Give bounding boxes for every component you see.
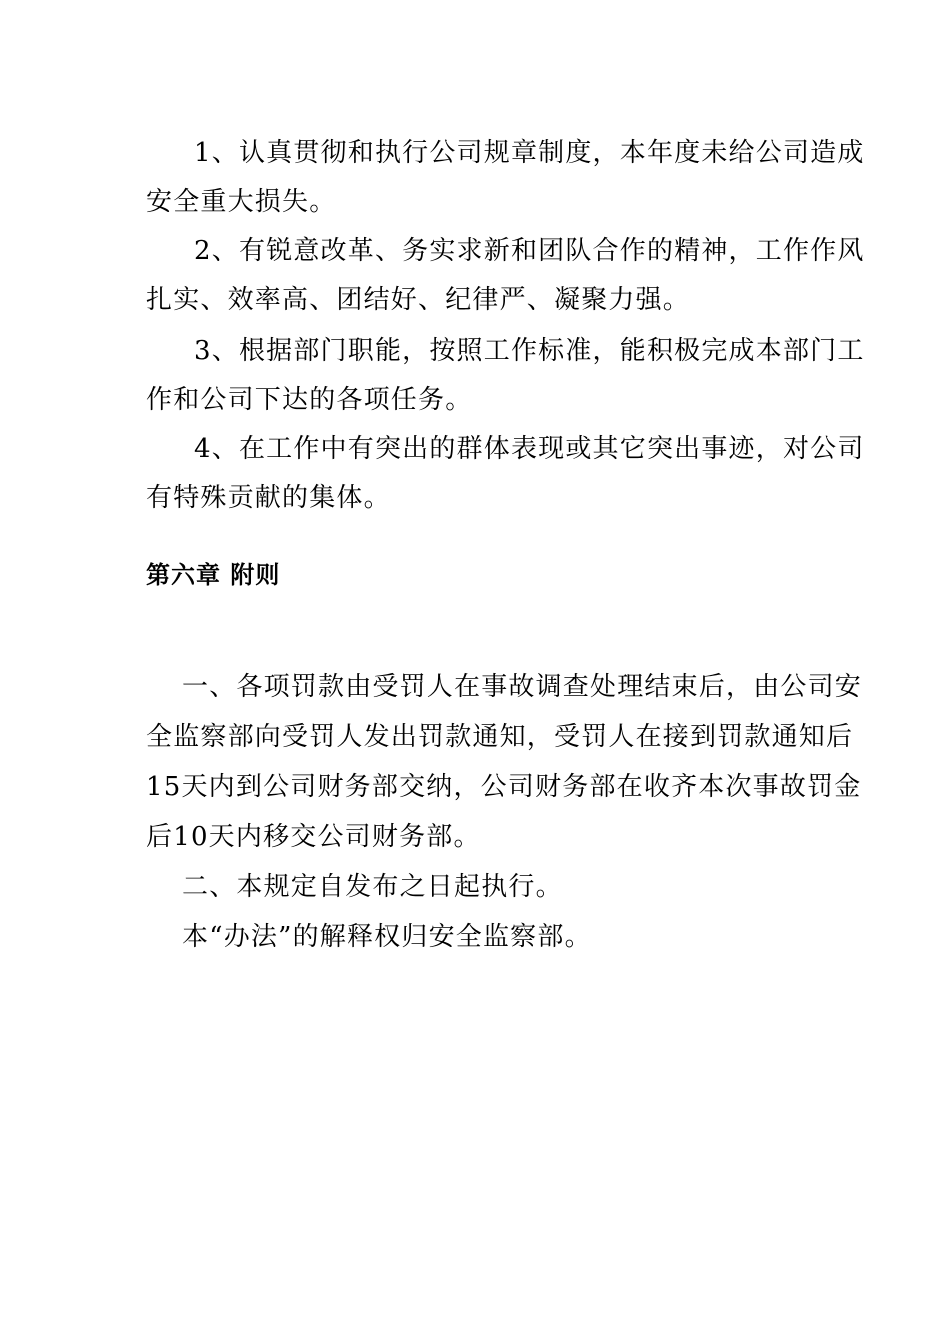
article-2-text: 二、本规定自发布之日起执行。 bbox=[182, 872, 563, 902]
article-1-line-4: 后10天内移交公司财务部。 bbox=[146, 822, 481, 852]
list-item-1-line-2: 安全重大损失。 bbox=[146, 187, 337, 217]
list-item-3-line-2: 作和公司下达的各项任务。 bbox=[146, 385, 473, 415]
article-1-line-3: 15天内到公司财务部交纳，公司财务部在收齐本次事故罚金 bbox=[146, 772, 862, 802]
chapter-heading: 第六章 附则 bbox=[146, 561, 281, 589]
list-item-2-line-1: 2、有锐意改革、务实求新和团队合作的精神，工作作风 bbox=[194, 236, 865, 266]
list-item-4-line-2: 有特殊贡献的集体。 bbox=[146, 483, 391, 513]
list-item-3-line-1: 3、根据部门职能，按照工作标准，能积极完成本部门工 bbox=[194, 336, 865, 366]
interpretation-text: 本“办法”的解释权归安全监察部。 bbox=[182, 922, 592, 952]
list-item-2-line-2: 扎实、效率高、团结好、纪律严、凝聚力强。 bbox=[146, 285, 691, 315]
list-item-1-line-1: 1、认真贯彻和执行公司规章制度，本年度未给公司造成 bbox=[194, 138, 865, 168]
article-1-line-2: 全监察部向受罚人发出罚款通知，受罚人在接到罚款通知后 bbox=[146, 722, 854, 752]
article-1-line-1: 一、各项罚款由受罚人在事故调查处理结束后，由公司安 bbox=[182, 672, 863, 702]
list-item-4-line-1: 4、在工作中有突出的群体表现或其它突出事迹，对公司 bbox=[194, 434, 865, 464]
